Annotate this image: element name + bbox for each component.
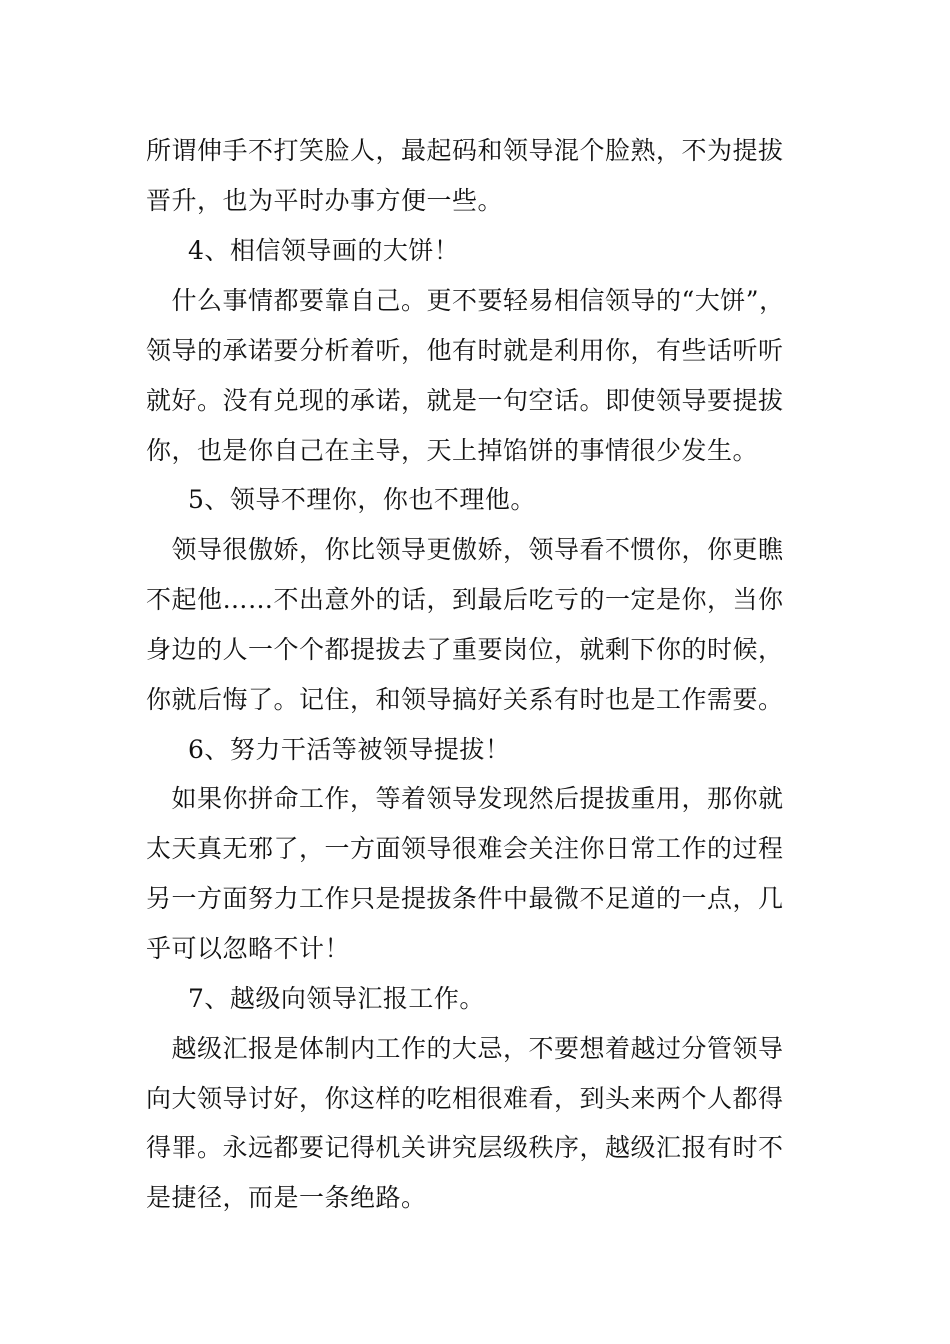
section-heading: 4、相信领导画的大饼！ — [188, 236, 460, 265]
paragraph-line: 如果你拼命工作，等着领导发现然后提拔重用，那你就 — [146, 784, 784, 813]
section-heading: 6、努力干活等被领导提拔！ — [188, 735, 511, 764]
paragraph-line: 领导很傲娇，你比领导更傲娇，领导看不惯你，你更瞧 — [146, 535, 784, 564]
paragraph-line: 不起他……不出意外的话，到最后吃亏的一定是你，当你 — [146, 585, 784, 614]
section-heading: 7、越级向领导汇报工作。 — [188, 984, 485, 1013]
paragraph-line: 向大领导讨好，你这样的吃相很难看，到头来两个人都得 — [146, 1084, 784, 1113]
paragraph-line: 所谓伸手不打笑脸人，最起码和领导混个脸熟，不为提拔 — [146, 136, 784, 165]
section-heading: 5、领导不理你，你也不理他。 — [188, 485, 536, 514]
paragraph-line: 越级汇报是体制内工作的大忌，不要想着越过分管领导 — [146, 1034, 784, 1063]
paragraph-line: 什么事情都要靠自己。更不要轻易相信领导的“大饼”， — [146, 286, 785, 315]
paragraph-line: 你，也是你自己在主导，天上掉馅饼的事情很少发生。 — [146, 436, 759, 465]
paragraph-line: 另一方面努力工作只是提拔条件中最微不足道的一点，几 — [146, 884, 784, 913]
paragraph-line: 身边的人一个个都提拔去了重要岗位，就剩下你的时候， — [146, 635, 784, 664]
paragraph-line: 是捷径，而是一条绝路。 — [146, 1183, 427, 1212]
paragraph-line: 就好。没有兑现的承诺，就是一句空话。即使领导要提拔 — [146, 386, 784, 415]
paragraph-line: 晋升，也为平时办事方便一些。 — [146, 186, 504, 215]
paragraph-line: 领导的承诺要分析着听，他有时就是利用你，有些话听听 — [146, 336, 784, 365]
paragraph-line: 得罪。永远都要记得机关讲究层级秩序，越级汇报有时不 — [146, 1133, 784, 1162]
paragraph-line: 你就后悔了。记住，和领导搞好关系有时也是工作需要。 — [146, 685, 784, 714]
paragraph-line: 乎可以忽略不计！ — [146, 934, 351, 963]
paragraph-line: 太天真无邪了，一方面领导很难会关注你日常工作的过程 — [146, 834, 784, 863]
